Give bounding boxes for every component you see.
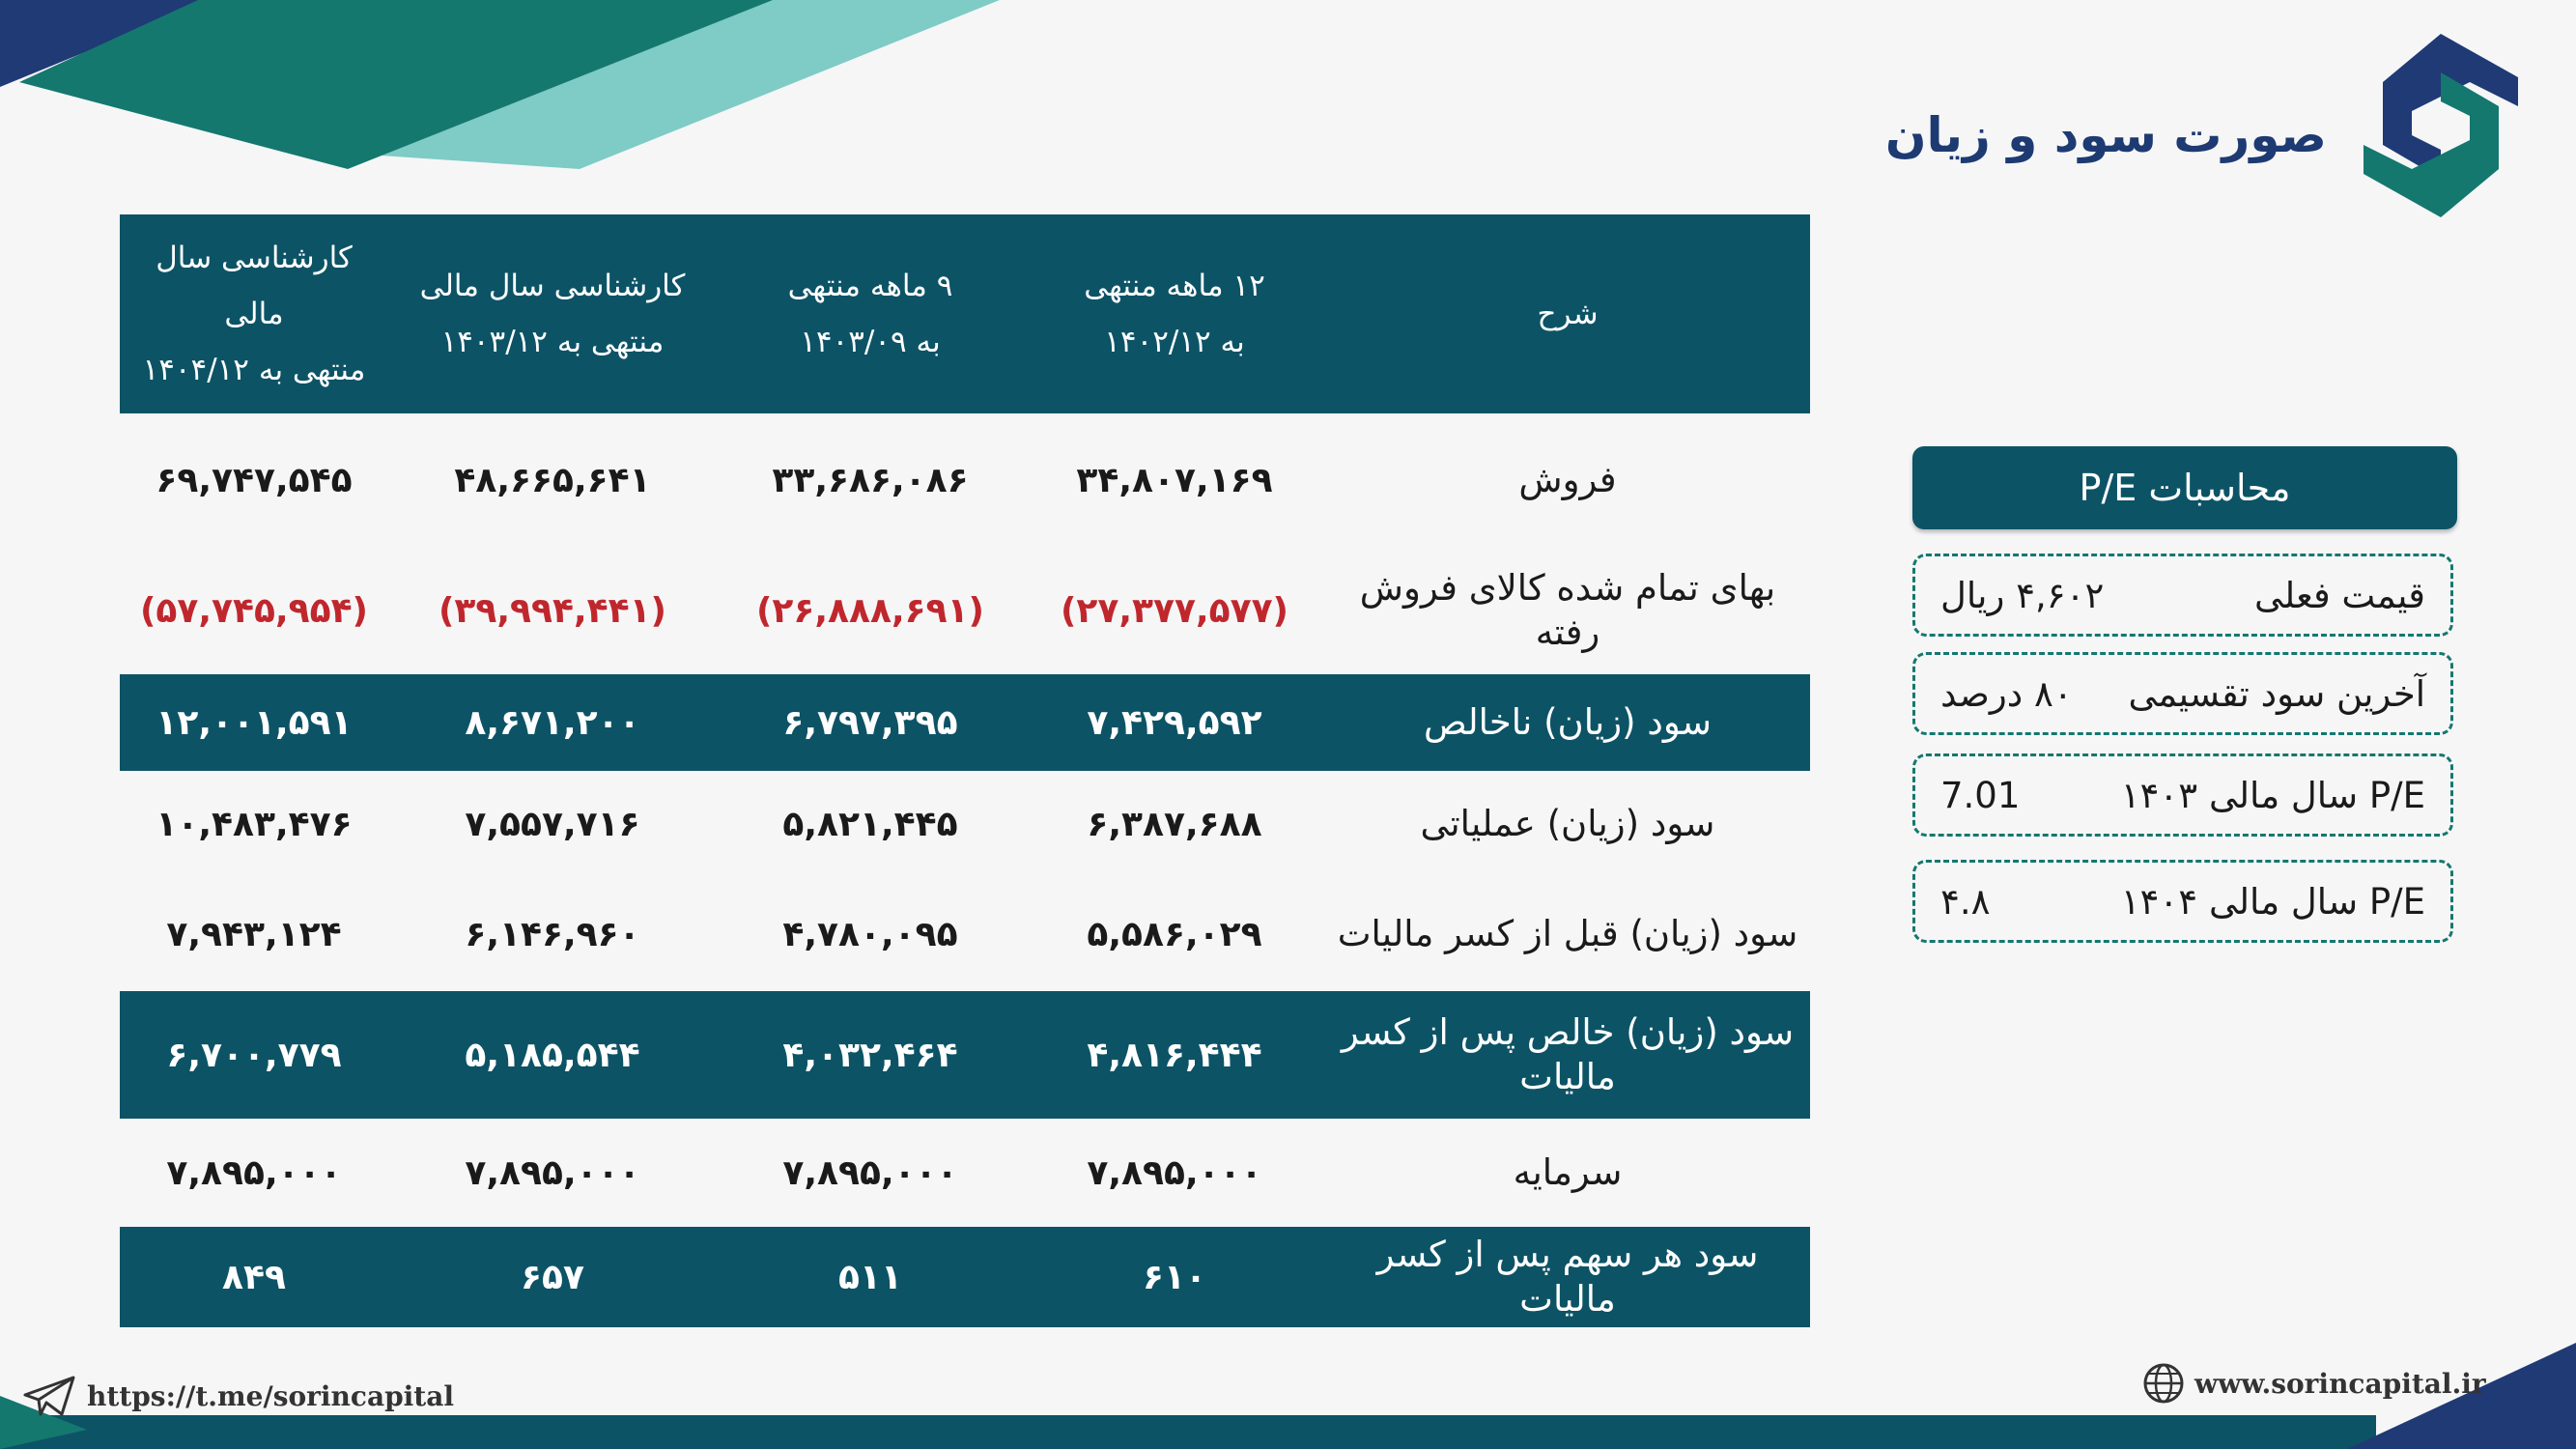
- row-pretax-profit-col1: ۵,۵۸۶,۰۲۹: [1087, 914, 1262, 954]
- pe-1404-label: P/E سال مالی ۱۴۰۴: [2120, 880, 2425, 923]
- row-sales-col4: ۶۹,۷۴۷,۵۴۵: [156, 460, 353, 500]
- row-cogs-col2: (۲۶,۸۸۸,۶۹۱): [755, 590, 985, 631]
- pe-last-dividend: [1912, 652, 2453, 735]
- pe-panel-title: محاسبات P/E: [1912, 446, 2457, 529]
- row-operating-profit: [120, 771, 1810, 877]
- pe-last-dividend-label: آخرین سود تقسیمی: [2128, 672, 2425, 715]
- row-sales-col3: ۴۸,۶۶۵,۶۴۱: [454, 460, 651, 500]
- row-cogs-col1: (۲۷,۳۷۷,۵۷۷): [1060, 590, 1289, 631]
- row-eps-desc: سود هر سهم پس از کسر مالیات: [1376, 1234, 1759, 1320]
- header-col3-line2: منتهی به ۱۴۰۳/۱۲: [440, 325, 665, 359]
- row-eps-col3: ۶۵۷: [521, 1257, 584, 1297]
- pe-last-dividend-value: ۸۰ درصد: [1940, 672, 2073, 715]
- row-eps-col2: ۵۱۱: [838, 1257, 902, 1297]
- row-capital-col2: ۷,۸۹۵,۰۰۰: [782, 1152, 958, 1193]
- row-cogs-col3: (۳۹,۹۹۴,۴۴۱): [438, 590, 667, 631]
- row-gross-profit-col2: ۶,۷۹۷,۳۹۵: [782, 702, 958, 743]
- pe-1403-label: P/E سال مالی ۱۴۰۳: [2120, 774, 2425, 816]
- row-capital-col1: ۷,۸۹۵,۰۰۰: [1087, 1152, 1262, 1193]
- row-eps-col4: ۸۴۹: [222, 1257, 286, 1297]
- pe-current-price-label: قیمت فعلی: [2254, 574, 2425, 616]
- row-capital-desc: سرمایه: [1513, 1151, 1623, 1193]
- row-net-profit: [120, 991, 1810, 1119]
- income-statement-table: [120, 214, 1810, 1327]
- pe-1403: [1912, 753, 2453, 837]
- row-sales-col1: ۳۴,۸۰۷,۱۶۹: [1076, 460, 1273, 500]
- row-cogs-col4: (۵۷,۷۴۵,۹۵۴): [139, 590, 369, 631]
- row-gross-profit: [120, 674, 1810, 771]
- row-capital-col3: ۷,۸۹۵,۰۰۰: [465, 1152, 640, 1193]
- pe-current-price-value: ۴,۶۰۲ ریال: [1940, 574, 2105, 616]
- row-sales: [120, 413, 1810, 547]
- header-col1-line2: به ۱۴۰۲/۱۲: [1104, 325, 1245, 359]
- row-pretax-profit-col3: ۶,۱۴۶,۹۶۰: [465, 914, 640, 954]
- header-col1: [1024, 214, 1325, 413]
- row-operating-profit-col1: ۶,۳۸۷,۶۸۸: [1087, 804, 1262, 844]
- telegram-url[interactable]: https://t.me/sorincapital: [87, 1379, 455, 1412]
- row-cogs-desc: بهای تمام شده کالای فروش رفته: [1359, 567, 1776, 653]
- row-eps: [120, 1227, 1810, 1327]
- header-col2-line1: ۹ ماهه منتهی: [787, 269, 953, 303]
- row-gross-profit-col1: ۷,۴۲۹,۵۹۲: [1087, 702, 1262, 743]
- row-gross-profit-desc: سود (زیان) ناخالص: [1424, 701, 1712, 743]
- pe-current-price: [1912, 554, 2453, 637]
- row-pretax-profit-col4: ۷,۹۴۳,۱۲۴: [166, 914, 342, 954]
- header-col4-line1: کارشناسی سال مالی: [156, 241, 353, 331]
- row-net-profit-col2: ۴,۰۳۲,۴۶۴: [782, 1035, 958, 1075]
- row-gross-profit-col3: ۸,۶۷۱,۲۰۰: [465, 702, 640, 743]
- header-col1-line1: ۱۲ ماهه منتهی: [1084, 269, 1265, 303]
- row-operating-profit-col3: ۷,۵۵۷,۷۱۶: [465, 804, 640, 844]
- header-desc: شرح: [1537, 297, 1599, 331]
- row-sales-col2: ۳۳,۶۸۶,۰۸۶: [772, 460, 969, 500]
- row-net-profit-col3: ۵,۱۸۵,۵۴۴: [465, 1035, 640, 1075]
- row-operating-profit-col4: ۱۰,۴۸۳,۴۷۶: [156, 804, 353, 844]
- header-col3-line1: کارشناسی سال مالی: [419, 269, 686, 303]
- header-col4-line2: منتهی به ۱۴۰۴/۱۲: [142, 353, 366, 387]
- pe-1403-value: 7.01: [1940, 774, 2021, 816]
- row-net-profit-col4: ۶,۷۰۰,۷۷۹: [166, 1035, 342, 1075]
- row-eps-col1: ۶۱۰: [1143, 1257, 1206, 1297]
- page-title: صورت سود و زیان: [1884, 107, 2327, 163]
- website-link[interactable]: [2142, 1362, 2486, 1405]
- header-col2-line2: به ۱۴۰۳/۰۹: [800, 325, 941, 359]
- row-net-profit-desc: سود (زیان) خالص پس از کسر مالیات: [1341, 1011, 1795, 1097]
- telegram-link[interactable]: [21, 1374, 454, 1418]
- header-col4: [120, 214, 388, 413]
- table-header-row: [120, 214, 1810, 413]
- top-decoration: [0, 0, 1062, 184]
- pe-1404: [1912, 860, 2453, 943]
- row-gross-profit-col4: ۱۲,۰۰۱,۵۹۱: [156, 702, 353, 743]
- row-pretax-profit-col2: ۴,۷۸۰,۰۹۵: [782, 914, 958, 954]
- row-pretax-profit: [120, 877, 1810, 991]
- row-capital-col4: ۷,۸۹۵,۰۰۰: [166, 1152, 342, 1193]
- row-cogs: [120, 547, 1810, 674]
- telegram-icon: [21, 1374, 77, 1418]
- row-pretax-profit-desc: سود (زیان) قبل از کسر مالیات: [1337, 913, 1798, 954]
- row-sales-desc: فروش: [1518, 459, 1617, 500]
- row-operating-profit-desc: سود (زیان) عملیاتی: [1420, 803, 1715, 844]
- row-net-profit-col1: ۴,۸۱۶,۴۴۴: [1087, 1035, 1262, 1075]
- row-operating-profit-col2: ۵,۸۲۱,۴۴۵: [782, 804, 958, 844]
- header-col3: [388, 214, 717, 413]
- pe-1404-value: ۴.۸: [1940, 880, 1991, 923]
- row-capital: [120, 1119, 1810, 1227]
- globe-icon: [2142, 1362, 2185, 1405]
- website-url[interactable]: www.sorincapital.ir: [2194, 1367, 2486, 1400]
- header-col2: [717, 214, 1024, 413]
- sorin-capital-logo: [2354, 29, 2528, 222]
